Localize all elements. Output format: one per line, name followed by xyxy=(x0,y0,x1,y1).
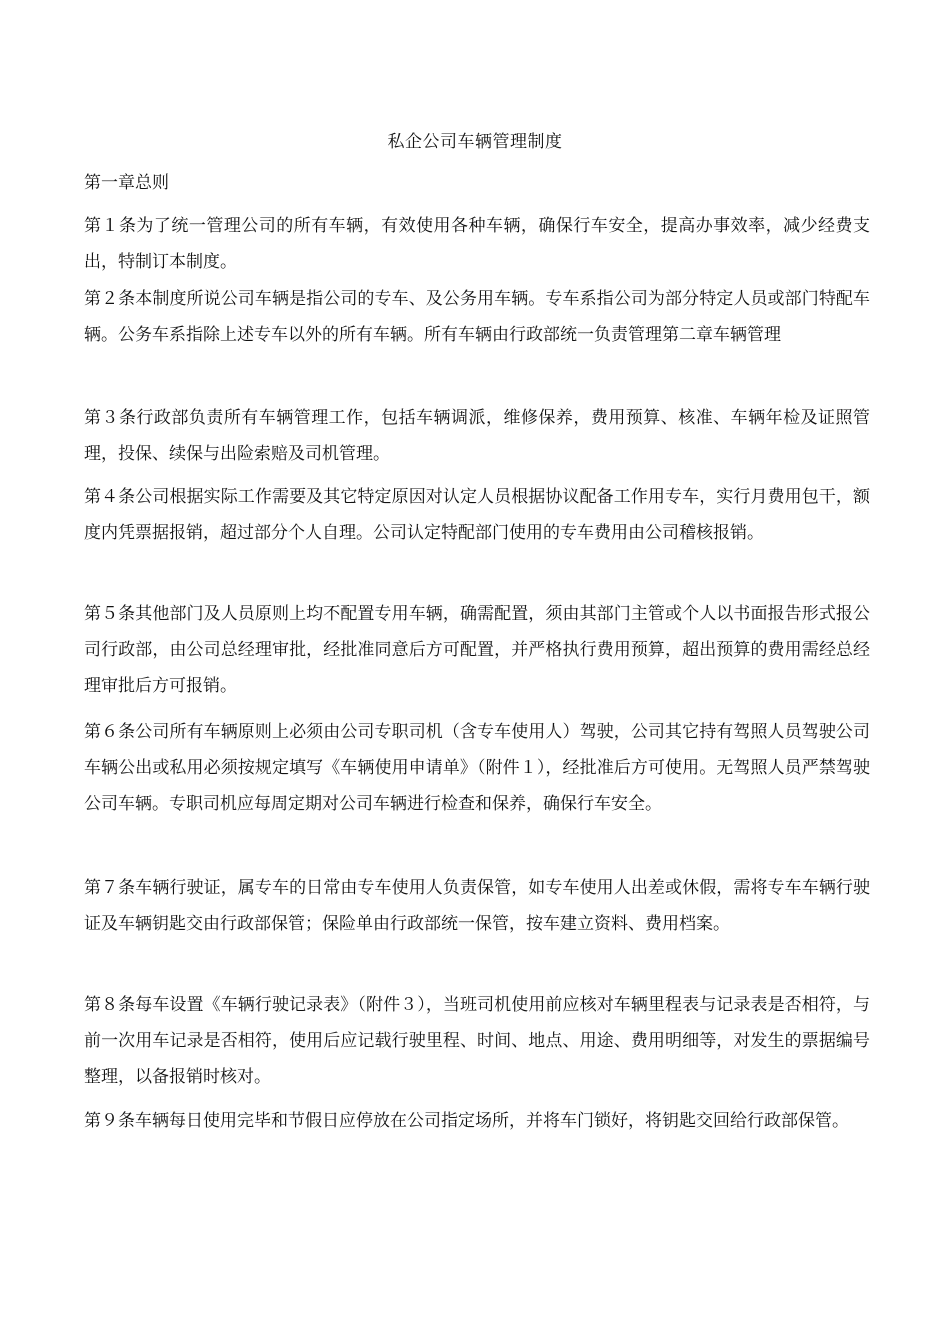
document-title: 私企公司车辆管理制度 xyxy=(387,132,563,152)
article-8: 第８条每车设置《车辆行驶记录表》（附件３），当班司机使用前应核对车辆里程表与记录表是否相符，与前一次用车记录是否相符，使用后应记载行驶里程、时间、地点、用途、费用明细等，对发生的票据编号整理，以备报销时核对。 xyxy=(84,995,870,1087)
article-5: 第５条其他部门及人员原则上均不配置专用车辆，确需配置，须由其部门主管或个人以书面报告形式报公司行政部，由公司总经理审批，经批准同意后方可配置，并严格执行费用预算，超出预算的费用需经总经理审批后方可报销。 xyxy=(84,604,870,696)
chapter-heading: 第一章总则 xyxy=(84,173,169,193)
article-9: 第９条车辆每日使用完毕和节假日应停放在公司指定场所，并将车门锁好，将钥匙交回给行政部保管。 xyxy=(84,1111,849,1131)
article-3: 第３条行政部负责所有车辆管理工作，包括车辆调派，维修保养，费用预算、核准、车辆年检及证照管理，投保、续保与出险索赔及司机管理。 xyxy=(84,408,870,464)
article-6: 第６条公司所有车辆原则上必须由公司专职司机（含专车使用人）驾驶，公司其它持有驾照人员驾驶公司车辆公出或私用必须按规定填写《车辆使用申请单》（附件１），经批准后方可使用。无驾照人员严禁驾驶公司车辆。专职司机应每周定期对公司车辆进行检查和保养，确保行车安全。 xyxy=(84,722,870,814)
article-7: 第７条车辆行驶证，属专车的日常由专车使用人负责保管，如专车使用人出差或休假，需将专车车辆行驶证及车辆钥匙交由行政部保管；保险单由行政部统一保管，按车建立资料、费用档案。 xyxy=(84,878,870,934)
article-4: 第４条公司根据实际工作需要及其它特定原因对认定人员根据协议配备工作用专车，实行月费用包干，额度内凭票据报销，超过部分个人自理。公司认定特配部门使用的专车费用由公司稽核报销。 xyxy=(84,487,870,543)
article-2: 第２条本制度所说公司车辆是指公司的专车、及公务用车辆。专车系指公司为部分特定人员或部门特配车辆。公务车系指除上述专车以外的所有车辆。所有车辆由行政部统一负责管理第二章车辆管理 xyxy=(84,289,870,345)
article-1: 第１条为了统一管理公司的所有车辆，有效使用各种车辆，确保行车安全，提高办事效率，减少经费支出，特制订本制度。 xyxy=(84,216,870,272)
